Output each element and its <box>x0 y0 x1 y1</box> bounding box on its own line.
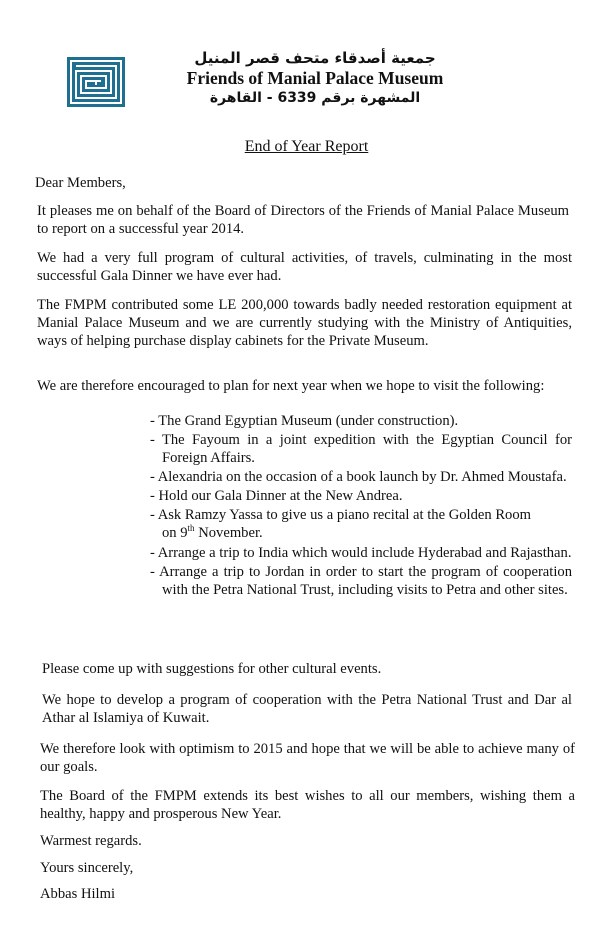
list-item: - Arrange a trip to Jordan in order to start the program of cooperation with the Petra National Trust, including visits to Petra and other sites. <box>150 564 572 598</box>
paragraph-contribution: The FMPM contributed some LE 200,000 towards badly needed restoration equipment at Manial Palace Museum and we are currently studying with the Ministry of Antiquities, ways of helping purchase display cabinets for the Private Museum. <box>37 297 572 349</box>
report-title: End of Year Report <box>244 138 369 155</box>
paragraph-wishes: The Board of the FMPM extends its best wishes to all our members, wishing them a healthy, happy and prosperous New Year. <box>40 788 575 822</box>
salutation: Dear Members, <box>35 175 126 191</box>
list-item: - The Fayoum in a joint expedition with the Egyptian Council for Foreign Affairs. <box>150 432 572 466</box>
list-item: - The Grand Egyptian Museum (under construction). <box>150 413 459 429</box>
recital-date-prefix: on 9 <box>162 525 188 541</box>
paragraph-cooperation: We hope to develop a program of cooperation with the Petra National Trust and Dar al Athar al Islamiya of Kuwait. <box>42 692 572 726</box>
list-item: - Arrange a trip to India which would include Hyderabad and Rajasthan. <box>150 545 572 561</box>
arabic-org-name: جمعية أصدقاء متحف قصر المنيل <box>194 49 436 67</box>
recital-date-rest: November. <box>194 525 263 541</box>
letterhead <box>170 48 460 108</box>
paragraph-activities: We had a very full program of cultural activities, of travels, culminating in the most successful Gala Dinner we have ever had. <box>37 250 572 284</box>
signature-name: Abbas Hilmi <box>40 886 115 902</box>
closing-regards: Warmest regards. <box>40 833 142 849</box>
list-item: - Hold our Gala Dinner at the New Andrea. <box>150 488 403 504</box>
org-name: Friends of Manial Palace Museum <box>186 68 444 88</box>
list-item <box>150 506 572 542</box>
arabic-registration: المشهرة برقم 6339 - القاهرة <box>209 90 421 106</box>
closing-sincerely: Yours sincerely, <box>40 860 134 876</box>
paragraph-suggestions: Please come up with suggestions for other cultural events. <box>42 661 382 677</box>
museum-logo <box>67 57 125 107</box>
paragraph-plans: We are therefore encouraged to plan for next year when we hope to visit the following: <box>37 378 545 394</box>
list-item-text: - Ask Ramzy Yassa to give us a piano recital at the Golden Room <box>150 507 531 523</box>
plans-list <box>150 412 572 600</box>
paragraph-optimism: We therefore look with optimism to 2015 and hope that we will be able to achieve many of our goals. <box>40 741 575 775</box>
recital-date-suffix: th <box>187 523 195 534</box>
list-item: - Alexandria on the occasion of a book launch by Dr. Ahmed Moustafa. <box>150 469 567 485</box>
paragraph-intro: It pleases me on behalf of the Board of Directors of the Friends of Manial Palace Museum to report on a successful year 2014. <box>37 203 569 237</box>
